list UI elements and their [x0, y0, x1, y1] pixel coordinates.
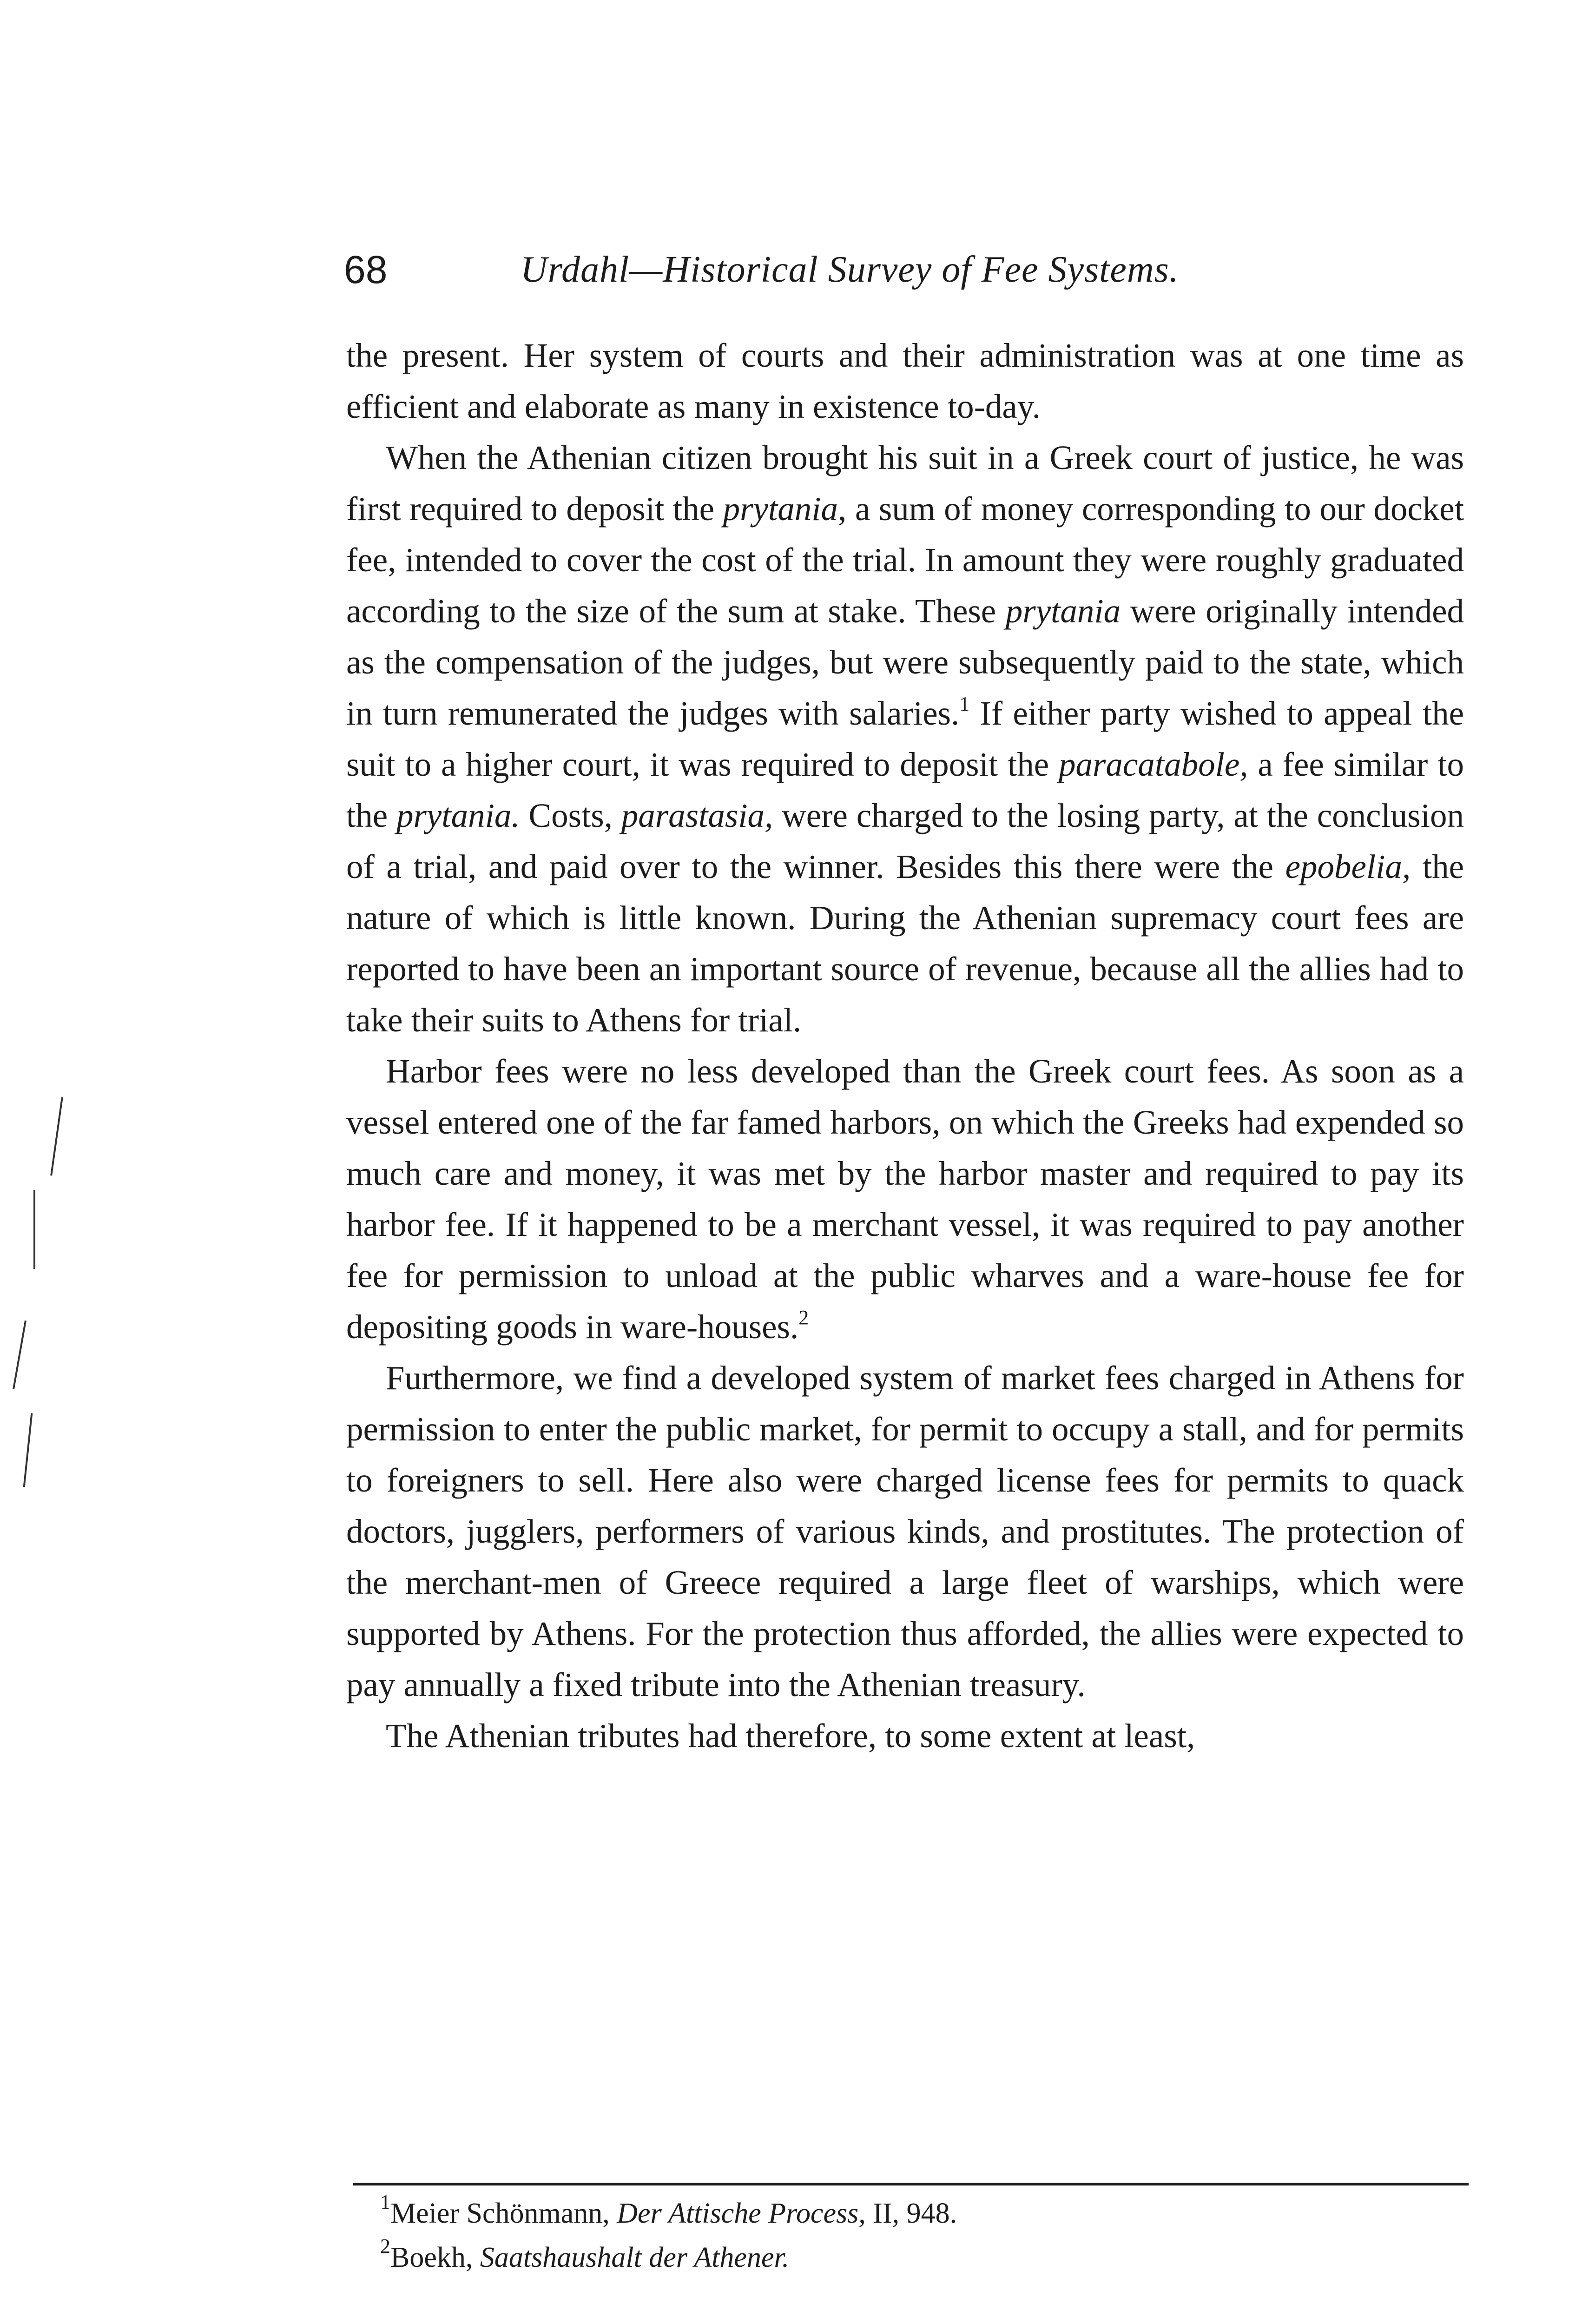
footnote: $^1$Meier Schönmann, Der Attische Process, II, 948.	[380, 2191, 957, 2229]
paragraph: When the Athenian citizen brought his suit in a Greek court of justice, he was first required to deposit the prytania, a sum of money corresponding to our docket fee, intended to cover the cost of the trial. In amount they were roughly graduated according to the size of the sum at stake. These prytania were originally intended as the compensation of the judges, but were subsequently paid to the state, which in turn remunerated the judges with salaries.$^1$ If either party wished to appeal the suit to a higher court, it was required to deposit the paracatabole, a fee similar to the prytania. Costs, parastasia, were charged to the losing party, at the conclusion of a trial, and paid over to the winner. Besides this there were the epobelia, the nature of which is little known. During the Athenian supremacy court fees are reported to have been an important source of revenue, because all the allies had to take their suits to Athens for trial.	[346, 439, 1464, 1039]
paragraph: Harbor fees were no less developed than the Greek court fees. As soon as a vessel entered one of the far famed harbors, on which the Greeks had expended so much care and money, it was met by the harbor master and required to pay its harbor fee. If it happened to be a merchant vessel, it was required to pay another fee for permission to unload at the public wharves and a ware-house fee for depositing goods in ware-houses.$^2$	[346, 1052, 1464, 1346]
scan-edge-mark	[13, 1320, 26, 1389]
footnote-divider	[353, 2183, 1469, 2185]
scan-edge-mark	[33, 1190, 35, 1269]
paragraph: The Athenian tributes had therefore, to some extent at least,	[386, 1717, 1195, 1755]
scan-edge-mark	[50, 1097, 63, 1176]
footnote-ref: 2	[798, 1306, 809, 1329]
running-head: Urdahl—Historical Survey of Fee Systems.	[521, 249, 1179, 290]
footnote: $^2$Boekh, Saatshaushalt der Athener.	[380, 2235, 790, 2273]
scan-edge-mark	[23, 1413, 33, 1487]
footnote-ref: 1	[959, 693, 970, 715]
paragraph: the present. Her system of courts and their administration was at one time as efficient and elaborate as many in existence to-day.	[346, 337, 1464, 425]
footnotes	[380, 2192, 1468, 2280]
body-text	[346, 330, 1464, 1762]
page-header	[344, 242, 1469, 297]
page-number: 68	[344, 248, 388, 291]
paragraph: Furthermore, we find a developed system of market fees charged in Athens for permission to enter the public market, for permit to occupy a stall, and for permits to foreigners to sell. Here also were charged license fees for permits to quack doctors, jugglers, performers of various kinds, and prostitutes. The protection of the merchant-men of Greece required a large fleet of warships, which were supported by Athens. For the protection thus afforded, the allies were expected to pay annually a fixed tribute into the Athenian treasury.	[346, 1359, 1464, 1703]
